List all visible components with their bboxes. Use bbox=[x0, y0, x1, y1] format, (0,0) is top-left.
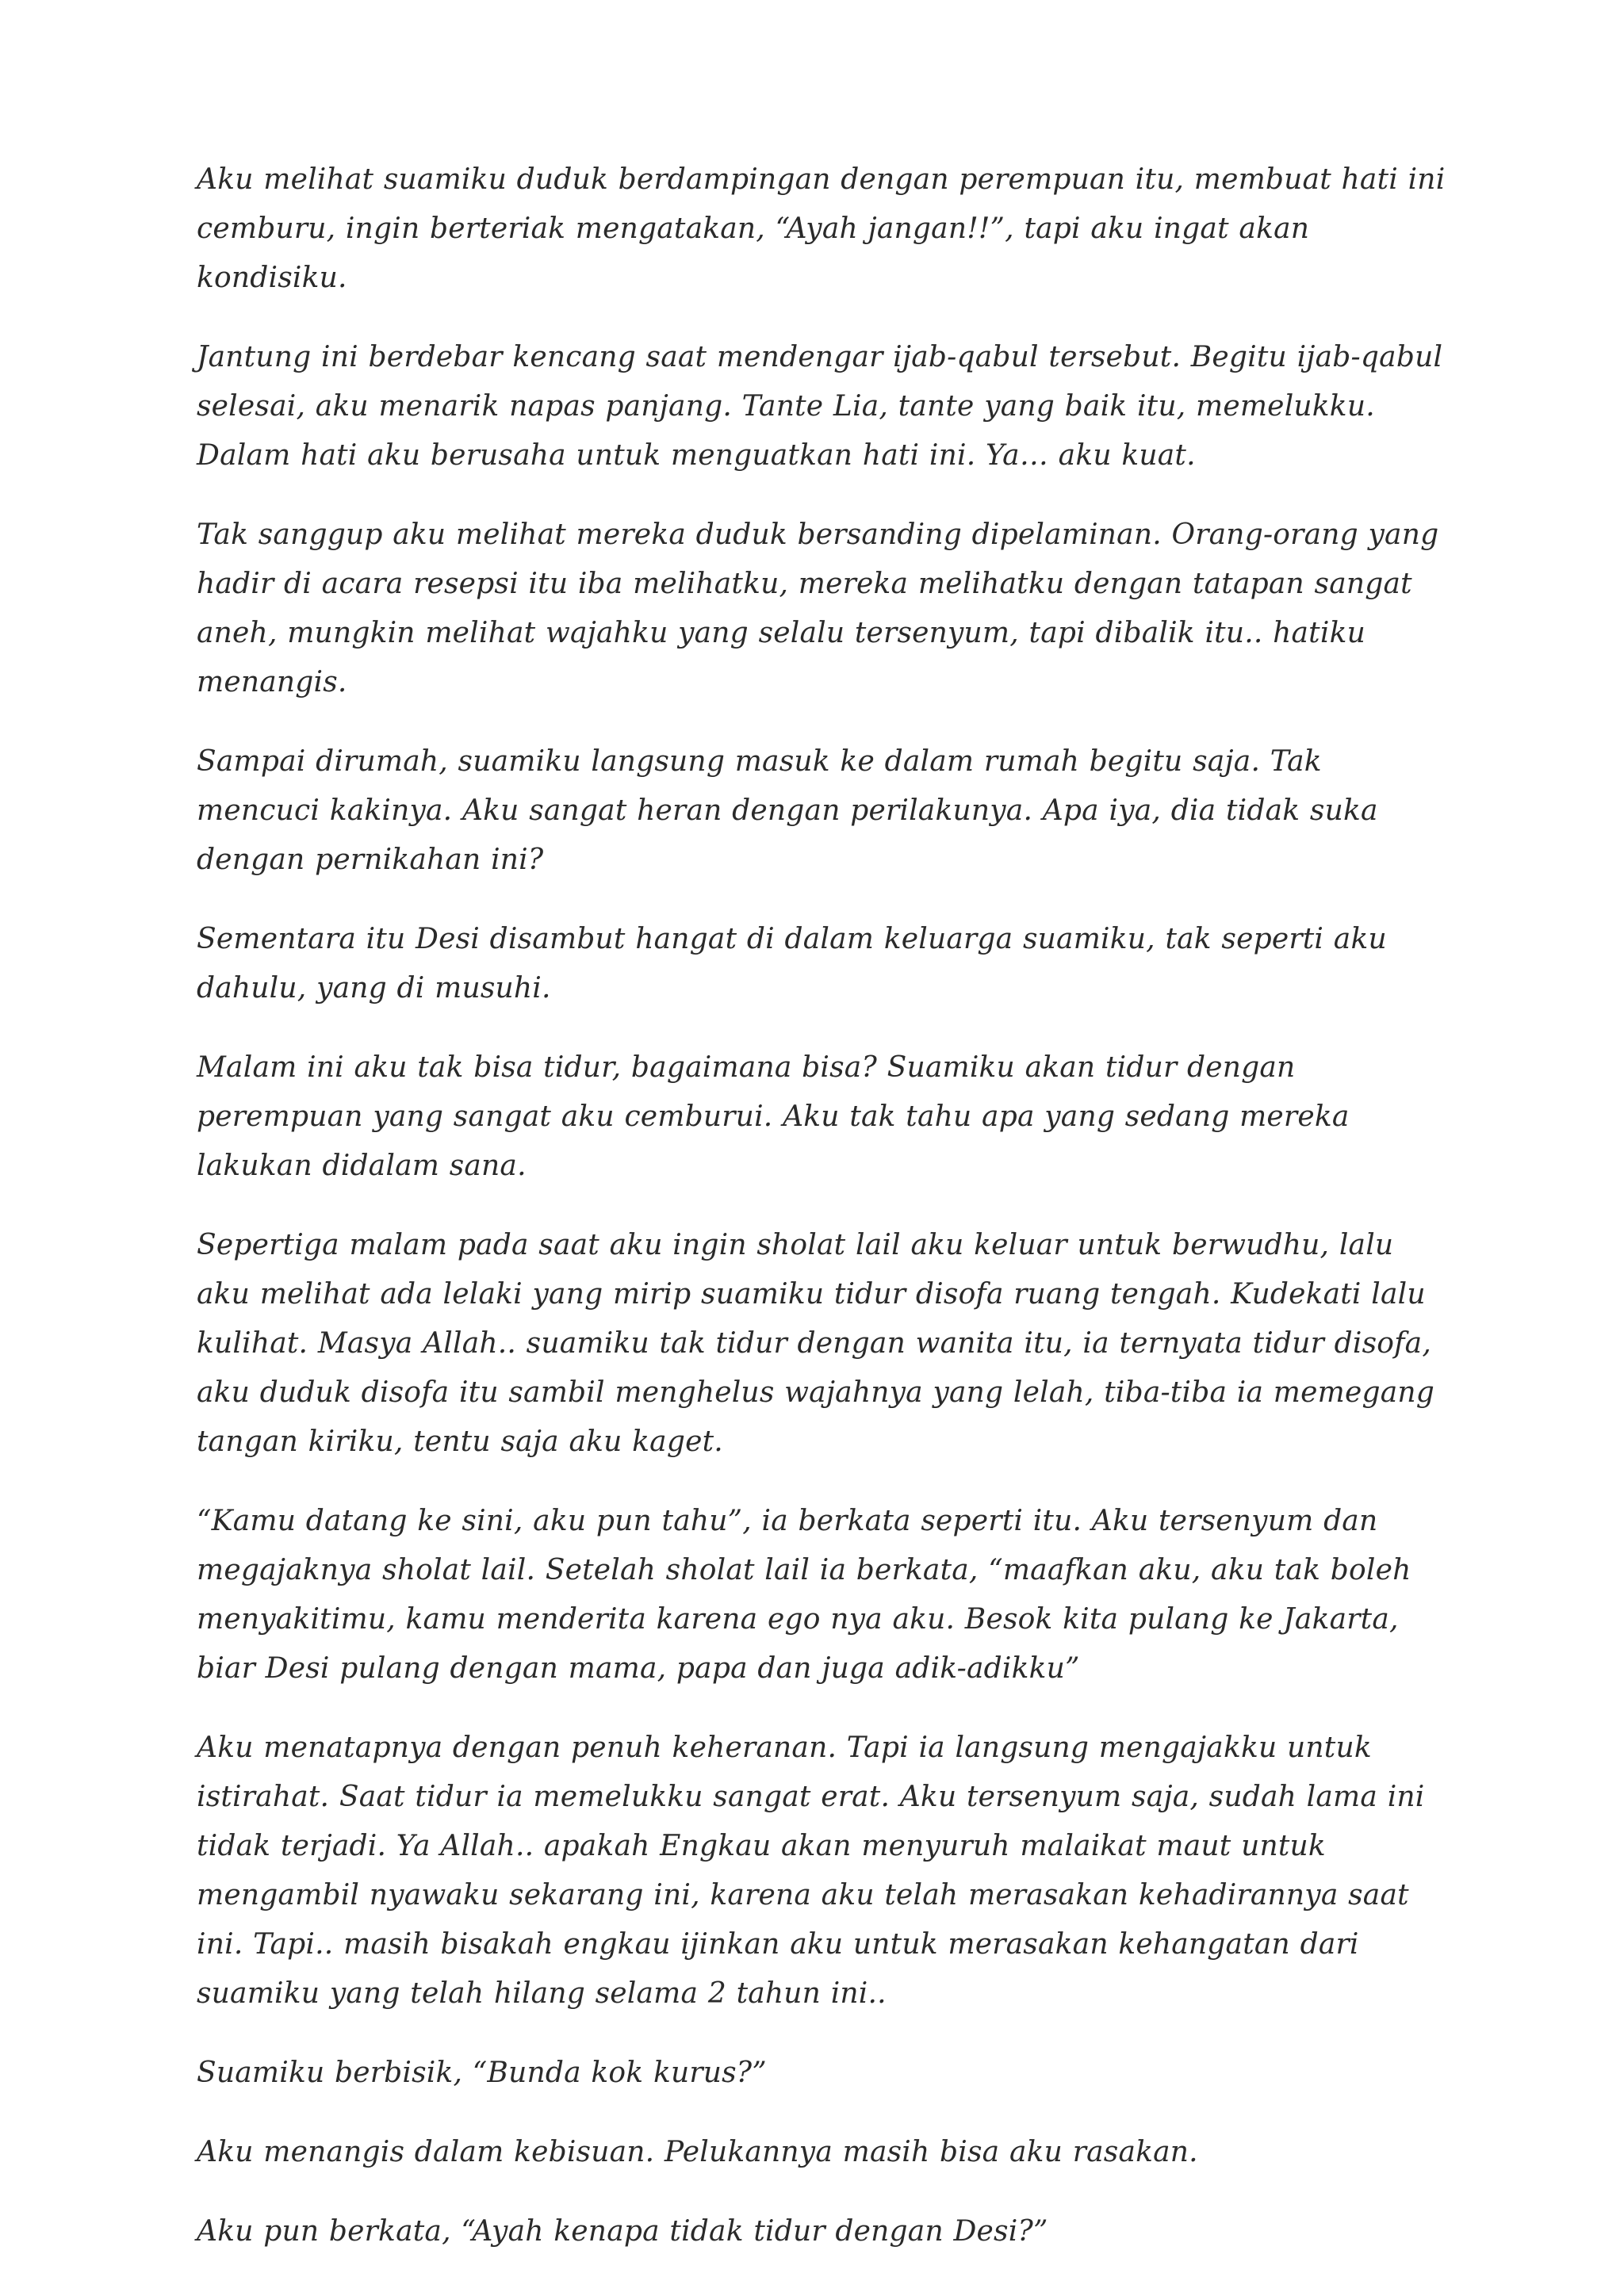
paragraph-1: Aku melihat suamiku duduk berdampingan dengan perempuan itu, membuat hati ini cemburu, ingin berteriak mengatakan, “Ayah jangan!!”, tapi aku ingat akan kondisiku. bbox=[197, 163, 1446, 294]
paragraph-4: Sampai dirumah, suamiku langsung masuk ke dalam rumah begitu saja. Tak mencuci kakinya. Aku sangat heran dengan perilakunya. Apa iya, dia tidak suka dengan pernikahan ini? bbox=[197, 745, 1378, 876]
paragraph-7: Sepertiga malam pada saat aku ingin sholat lail aku keluar untuk berwudhu, lalu aku melihat ada lelaki yang mirip suamiku tidur disofa ruang tengah. Kudekati lalu kulihat. Masya Allah.. suamiku tak tidur dengan wanita itu, ia ternyata tidur disofa, aku duduk disofa itu sambil menghelus wajahnya yang lelah, tiba-tiba ia memegang tangan kiriku, tentu saja aku kaget. bbox=[197, 1229, 1435, 1458]
paragraph-6: Malam ini aku tak bisa tidur, bagaimana bisa? Suamiku akan tidur dengan perempuan yang sangat aku cemburui. Aku tak tahu apa yang sedang mereka lakukan didalam sana. bbox=[197, 1051, 1350, 1182]
document-body bbox=[197, 155, 1446, 2286]
paragraph-3: Tak sanggup aku melihat mereka duduk bersanding dipelaminan. Orang-orang yang hadir di acara resepsi itu iba melihatku, mereka melihatku dengan tatapan sangat aneh, mungkin melihat wajahku yang selalu tersenyum, tapi dibalik itu.. hatiku menangis. bbox=[197, 519, 1439, 698]
paragraph-10: Suamiku berbisik, “Bunda kok kurus?” bbox=[197, 2057, 767, 2089]
paragraph-2: Jantung ini berdebar kencang saat mendengar ijab-qabul tersebut. Begitu ijab-qabul selesai, aku menarik napas panjang. Tante Lia, tante yang baik itu, memelukku. Dalam hati aku berusaha untuk menguatkan hati ini. Ya… aku kuat. bbox=[197, 341, 1443, 472]
paragraph-11: Aku menangis dalam kebisuan. Pelukannya masih bisa aku rasakan. bbox=[197, 2136, 1198, 2168]
paragraph-9: Aku menatapnya dengan penuh keheranan. Tapi ia langsung mengajakku untuk istirahat. Saat tidur ia memelukku sangat erat. Aku tersenyum saja, sudah lama ini tidak terjadi. Ya Allah.. apakah Engkau akan menyuruh malaikat maut untuk mengambil nyawaku sekarang ini, karena aku telah merasakan kehadirannya saat ini. Tapi.. masih bisakah engkau ijinkan aku untuk merasakan kehangatan dari suamiku yang telah hilang selama 2 tahun ini.. bbox=[197, 1732, 1425, 2010]
paragraph-5: Sementara itu Desi disambut hangat di dalam keluarga suamiku, tak seperti aku dahulu, yang di musuhi. bbox=[197, 923, 1387, 1004]
paragraph-8: “Kamu datang ke sini, aku pun tahu”, ia berkata seperti itu. Aku tersenyum dan megajaknya sholat lail. Setelah sholat lail ia berkata, “maafkan aku, aku tak boleh menyakitimu, kamu menderita karena ego nya aku. Besok kita pulang ke Jakarta, biar Desi pulang dengan mama, papa dan juga adik-adikku” bbox=[197, 1505, 1411, 1685]
paragraph-12: Aku pun berkata, “Ayah kenapa tidak tidur dengan Desi?” bbox=[197, 2215, 1048, 2248]
